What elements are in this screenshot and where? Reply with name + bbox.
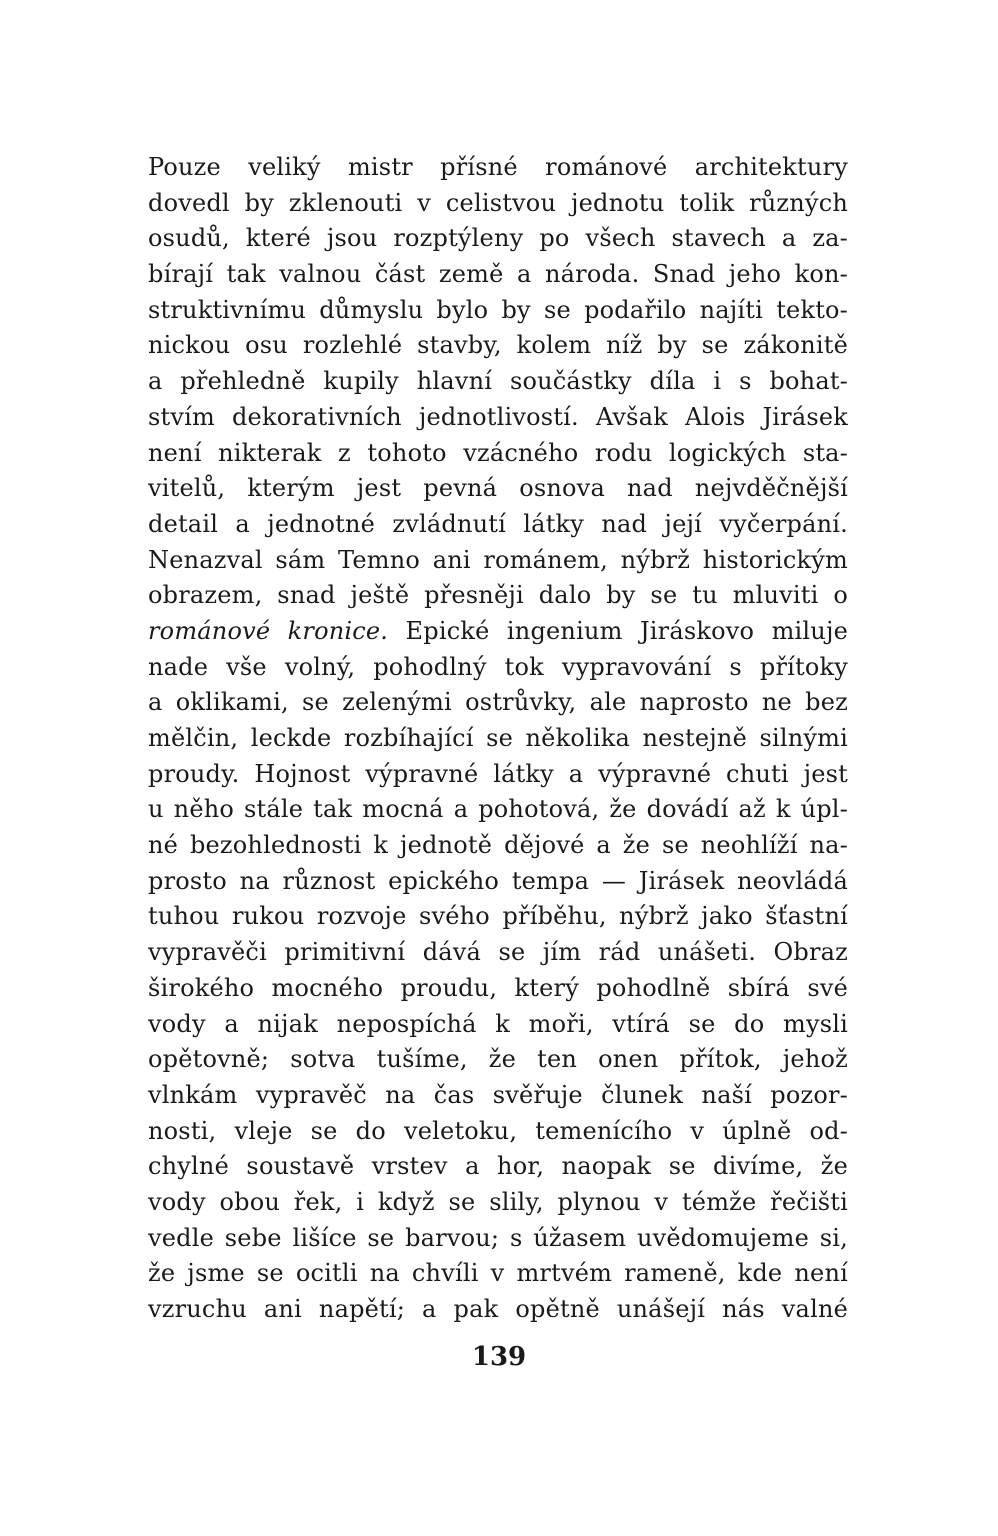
- line-text: vypravěči primitivní dává se jím rád unášeti. Obraz: [148, 938, 848, 967]
- line-text: bírají tak valnou část země a národa. Snad jeho kon-: [148, 260, 848, 289]
- line-text: a oklikami, se zelenými ostrůvky, ale naprosto ne bez: [148, 688, 848, 717]
- text-line: [148, 1185, 848, 1221]
- line-text: detail a jednotné zvládnutí látky nad její vyčerpání.: [148, 509, 848, 538]
- line-text: struktivnímu důmyslu bylo by se podařilo najíti tekto-: [148, 295, 848, 324]
- line-text: vzruchu ani napětí; a pak opětně unášejí nás valné: [148, 1295, 848, 1323]
- line-text: vody obou řek, i když se slily, plynou v témže řečišti: [148, 1187, 848, 1216]
- line-text: dovedl by zklenouti v celistvou jednotu tolik různých: [148, 188, 848, 217]
- line-text: nosti, vleje se do veletoku, temenícího v úplně od-: [148, 1116, 848, 1145]
- line-text: Pouze veliký mistr přísné románové architektury: [148, 153, 848, 181]
- line-text-continued: Epické ingenium Jiráskovo miluje: [388, 616, 848, 645]
- text-line: [148, 293, 848, 329]
- text-line: [148, 899, 848, 935]
- line-text: tuhou rukou rozvoje svého příběhu, nýbrž jako šťastní: [148, 902, 848, 931]
- text-line: [148, 685, 848, 721]
- line-text: vitelů, kterým jest pevná osnova nad nejvděčnější: [148, 474, 848, 503]
- line-text: nickou osu rozlehlé stavby, kolem níž by se zákonitě: [148, 331, 848, 360]
- text-line: [148, 1221, 848, 1257]
- paragraph: [148, 150, 848, 1328]
- text-line: [148, 221, 848, 257]
- line-text: proudy. Hojnost výpravné látky a výpravné chuti jest: [148, 759, 848, 788]
- line-text: osudů, které jsou rozptýleny po všech stavech a za-: [148, 224, 848, 253]
- line-text: né bezohlednosti k jednotě dějové a že se neohlíží na-: [148, 831, 848, 860]
- page-text-block: [148, 150, 848, 1328]
- text-line: [148, 935, 848, 971]
- line-text: nade vše volný, pohodlný tok vypravování s přítoky: [148, 652, 848, 681]
- text-line: [148, 1007, 848, 1043]
- line-text: Nenazval sám Temno ani románem, nýbrž historickým: [148, 545, 848, 574]
- text-line: [148, 150, 848, 186]
- line-text: obrazem, snad ještě přesněji dalo by se tu mluviti o: [148, 581, 848, 610]
- text-line: [148, 864, 848, 900]
- text-line: [148, 257, 848, 293]
- text-line: [148, 792, 848, 828]
- line-text: vedle sebe lišíce se barvou; s úžasem uvědomujeme si,: [148, 1223, 848, 1252]
- text-line: [148, 543, 848, 579]
- text-line: [148, 614, 848, 650]
- line-text: širokého mocného proudu, který pohodlně sbírá své: [148, 973, 848, 1002]
- text-line: [148, 650, 848, 686]
- text-line: [148, 436, 848, 472]
- text-line: [148, 364, 848, 400]
- text-line: [148, 757, 848, 793]
- text-line: [148, 328, 848, 364]
- text-line: [148, 1256, 848, 1292]
- line-text: a přehledně kupily hlavní součástky díla i s bohat-: [148, 367, 848, 396]
- text-line: [148, 971, 848, 1007]
- line-text: že jsme se ocitli na chvíli v mrtvém rameně, kde není: [148, 1259, 848, 1288]
- text-line: [148, 721, 848, 757]
- line-text: stvím dekorativních jednotlivostí. Avšak Alois Jirásek: [148, 402, 848, 431]
- text-line: [148, 471, 848, 507]
- text-line: [148, 828, 848, 864]
- text-line: [148, 1042, 848, 1078]
- line-text: u něho stále tak mocná a pohotová, že dovádí až k úpl-: [148, 795, 848, 824]
- text-line: [148, 1078, 848, 1114]
- text-line: [148, 507, 848, 543]
- text-line: [148, 578, 848, 614]
- text-line: [148, 186, 848, 222]
- line-text: mělčin, leckde rozbíhající se několika nestejně silnými: [148, 724, 848, 752]
- line-text: opětovně; sotva tušíme, že ten onen přítok, jehož: [148, 1045, 848, 1074]
- line-text: vody a nijak nepospíchá k moři, vtírá se do mysli: [148, 1009, 848, 1038]
- line-text: není nikterak z tohoto vzácného rodu logických sta-: [148, 438, 848, 467]
- text-line: [148, 1149, 848, 1185]
- italic-phrase: románové kronice.: [148, 616, 389, 645]
- line-text: chylné soustavě vrstev a hor, naopak se divíme, že: [148, 1152, 848, 1181]
- text-line: [148, 400, 848, 436]
- text-line: [148, 1292, 848, 1328]
- line-text: vlnkám vypravěč na čas svěřuje člunek naší pozor-: [148, 1080, 848, 1109]
- text-line: [148, 1114, 848, 1150]
- line-text: prosto na různost epického tempa — Jirásek neovládá: [148, 866, 848, 895]
- page-number: 139: [471, 1342, 527, 1372]
